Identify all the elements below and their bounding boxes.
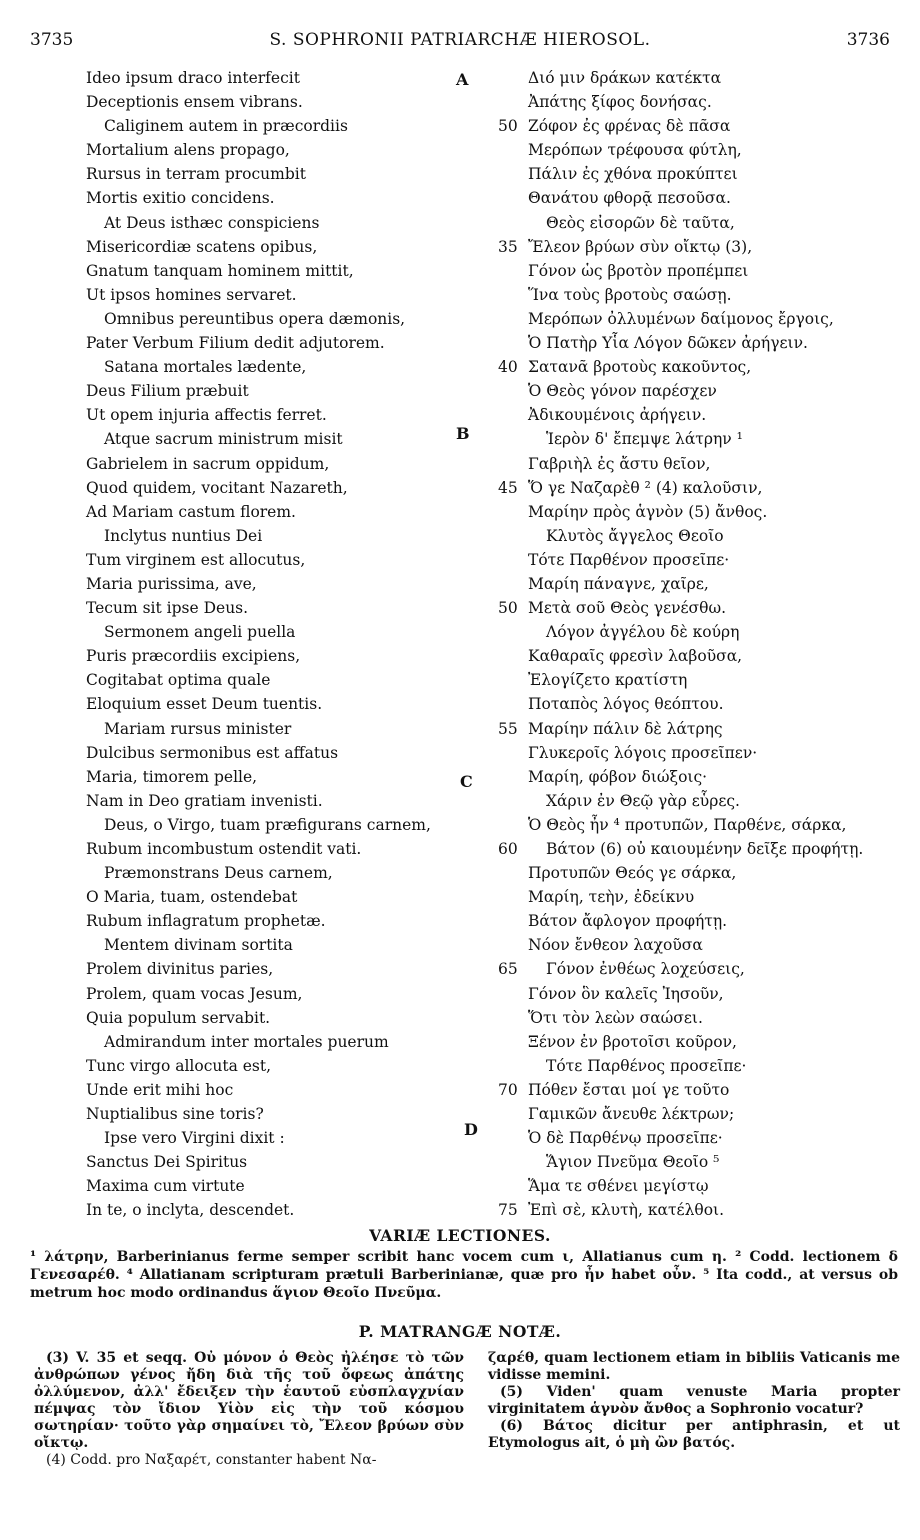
- greek-text: Κλυτὸς ἄγγελος Θεοῖο: [546, 526, 724, 545]
- greek-text: Γόνον ὃν καλεῖς Ἰησοῦν,: [528, 984, 724, 1003]
- latin-line: Tunc virgo allocuta est,: [86, 1056, 272, 1075]
- latin-column: [86, 66, 486, 1223]
- greek-text: Τότε Παρθένος προσεῖπε·: [546, 1056, 747, 1075]
- greek-line: [498, 1006, 898, 1030]
- latin-line: Puris præcordiis excipiens,: [86, 647, 301, 666]
- greek-line: [498, 1126, 898, 1150]
- greek-text: Ἅγιον Πνεῦμα Θεοῖο ⁵: [546, 1153, 720, 1172]
- latin-line: Deceptionis ensem vibrans.: [86, 93, 303, 112]
- greek-text: Μαρίη πάναγνε, χαῖρε,: [528, 574, 709, 593]
- greek-line: [498, 885, 898, 909]
- latin-line: Maria, timorem pelle,: [86, 767, 258, 786]
- greek-line: [498, 644, 898, 668]
- greek-line: [498, 1198, 898, 1222]
- greek-text: Ἐπὶ σὲ, κλυτὴ, κατέλθοι.: [528, 1201, 725, 1220]
- latin-line: Ut opem injuria affectis ferret.: [86, 406, 327, 425]
- greek-text: Ἱερὸν δ' ἔπεμψε λάτρην ¹: [546, 430, 743, 449]
- latin-line: Quod quidem, vocitant Nazareth,: [86, 478, 348, 497]
- note-3: (3) V. 35 et seqq. Οὐ μόνον ὁ Θεὸς ἠλέησε τὸ τῶν ἀνθρώπων γένος ἤδη διὰ τῆς τοῦ ὄφεως ἀπάτης ὀλλύμενον, ἀλλ' ἔδειξεν τὴν ἑαυτοῦ εὐσπλαγχνίαν πέμψας τὸν ἴδιον Υἱὸν εἰς τὴν τοῦ κόσμου σωτηρίαν· τοῦτο γὰρ σημαίνει τὸ, Ἔλεον βρύων σὺν οἴκτῳ.: [34, 1350, 464, 1451]
- margin-marker-b: B: [456, 424, 470, 443]
- greek-text: Ἅμα τε σθένει μεγίστῳ: [528, 1177, 709, 1196]
- greek-text: Διό μιν δράκων κατέκτα: [528, 69, 722, 87]
- note-4: (4) Codd. pro Ναξαρέτ, constanter habent Να-: [46, 1452, 377, 1468]
- greek-text: Γαμικῶν ἄνευθε λέκτρων;: [528, 1105, 735, 1124]
- greek-text: Βάτον (6) οὐ καιουμένην δεῖξε προφήτῃ.: [546, 840, 864, 858]
- latin-line: At Deus isthæc conspiciens: [104, 213, 320, 232]
- greek-text: Προτυπῶν Θεός γε σάρκα,: [528, 864, 737, 883]
- page-number-right: 3736: [846, 30, 890, 50]
- greek-text: Γόνον ἐνθέως λοχεύσεις,: [546, 960, 745, 979]
- latin-line: Nam in Deo gratiam invenisti.: [86, 791, 323, 810]
- latin-line: Ipse vero Virgini dixit :: [104, 1129, 285, 1148]
- margin-marker-a: A: [456, 70, 469, 89]
- greek-line: [498, 114, 898, 138]
- latin-line: Mariam rursus minister: [104, 719, 292, 738]
- latin-line: Inclytus nuntius Dei: [104, 526, 263, 545]
- latin-line: O Maria, tuam, ostendebat: [86, 888, 298, 907]
- greek-text: Μαρίη, φόβον διώξοις·: [528, 767, 708, 786]
- latin-line: Sermonem angeli puella: [104, 623, 296, 642]
- latin-line: Sanctus Dei Spiritus: [86, 1153, 248, 1172]
- latin-line: Maria purissima, ave,: [86, 574, 257, 593]
- greek-text: Μαρίην πρὸς ἁγνὸν (5) ἄνθος.: [528, 502, 768, 521]
- greek-text: Ἀπάτης ξίφος δονήσας.: [528, 93, 712, 112]
- greek-text: Γλυκεροῖς λόγοις προσεῖπεν·: [528, 743, 758, 762]
- line-number: 45: [498, 478, 518, 497]
- greek-text: Γαβριὴλ ἐς ἄστυ θεῖον,: [528, 454, 711, 473]
- greek-line: [498, 789, 898, 813]
- greek-line: [498, 66, 898, 90]
- latin-line: Rursus in terram procumbit: [86, 165, 306, 184]
- greek-line: [498, 211, 898, 235]
- latin-line: Rubum inflagratum prophetæ.: [86, 912, 326, 931]
- latin-line: Admirandum inter mortales puerum: [104, 1032, 389, 1051]
- greek-text: Ὅτι τὸν λεὼν σαώσει.: [528, 1008, 703, 1027]
- margin-marker-d: D: [464, 1120, 478, 1139]
- latin-line: Ideo ipsum draco interfecit: [86, 69, 300, 87]
- greek-line: [498, 717, 898, 741]
- greek-line: [498, 957, 898, 981]
- latin-line: Quia populum servabit.: [86, 1008, 271, 1027]
- greek-line: [498, 355, 898, 379]
- greek-line: [498, 692, 898, 716]
- greek-line: [498, 741, 898, 765]
- line-number: 35: [498, 237, 518, 256]
- latin-line: Deus, o Virgo, tuam præfigurans carnem,: [104, 815, 431, 834]
- latin-line: Eloquium esset Deum tuentis.: [86, 695, 323, 714]
- greek-text: Σατανᾶ βροτοὺς κακοῦντος,: [528, 358, 752, 377]
- greek-line: [498, 403, 898, 427]
- greek-line: [498, 235, 898, 259]
- line-number: 60: [498, 840, 518, 858]
- greek-line: [498, 1174, 898, 1198]
- greek-text: Ξένον ἐν βροτοῖσι κοῦρον,: [528, 1032, 737, 1051]
- greek-line: [498, 933, 898, 957]
- latin-line: Misericordiæ scatens opibus,: [86, 237, 318, 256]
- greek-text: Γόνον ὡς βροτὸν προπέμπει: [528, 261, 749, 280]
- greek-text: Βάτον ἄφλογον προφήτῃ.: [528, 912, 728, 931]
- greek-line: [498, 476, 898, 500]
- greek-line: [498, 909, 898, 933]
- greek-line: [498, 982, 898, 1006]
- line-number: 50: [498, 599, 518, 618]
- latin-line: Satana mortales lædente,: [104, 358, 307, 377]
- greek-line: [498, 307, 898, 331]
- greek-text: Θεὸς εἰσορῶν δὲ ταῦτα,: [546, 213, 735, 232]
- latin-line: Ut ipsos homines servaret.: [86, 285, 297, 304]
- greek-line: [498, 524, 898, 548]
- latin-line: Prolem divinitus paries,: [86, 960, 274, 979]
- latin-line: Tum virginem est allocutus,: [86, 550, 306, 569]
- greek-text: Ζόφον ἐς φρένας δὲ πᾶσα: [528, 117, 731, 136]
- greek-line: [498, 90, 898, 114]
- greek-text: Ὅ γε Ναζαρὲθ ² (4) καλοῦσιν,: [528, 478, 763, 497]
- greek-text: Ὁ δὲ Παρθένῳ προσεῖπε·: [528, 1129, 723, 1148]
- greek-text: Ὁ Πατὴρ Υἷα Λόγον δῶκεν ἀρήγειν.: [528, 334, 808, 353]
- greek-line: [498, 620, 898, 644]
- greek-line: [498, 548, 898, 572]
- greek-line: [498, 379, 898, 403]
- greek-text: Ἐλογίζετο κρατίστη: [528, 671, 688, 690]
- greek-text: Τότε Παρθένον προσεῖπε·: [528, 550, 730, 569]
- greek-text: Μαρίη, τεὴν, ἐδείκνυ: [528, 888, 695, 907]
- greek-line: [498, 572, 898, 596]
- latin-line: Nuptialibus sine toris?: [86, 1105, 264, 1124]
- running-title: S. SOPHRONII PATRIARCHÆ HIEROSOL.: [269, 30, 651, 50]
- greek-line: [498, 861, 898, 885]
- greek-text: Θανάτου φθορᾷ πεσοῦσα.: [528, 189, 731, 208]
- greek-text: Μαρίην πάλιν δὲ λάτρης: [528, 719, 723, 738]
- greek-text: Νόον ἔνθεον λαχοῦσα: [528, 936, 703, 955]
- greek-line: [498, 668, 898, 692]
- greek-text: Καθαραῖς φρεσὶν λαβοῦσα,: [528, 647, 743, 666]
- line-number: 70: [498, 1080, 518, 1099]
- line-number: 55: [498, 719, 518, 738]
- latin-line: Mortalium alens propago,: [86, 141, 290, 160]
- greek-line: [498, 500, 898, 524]
- greek-line: [498, 1078, 898, 1102]
- greek-line: [498, 162, 898, 186]
- greek-line: [498, 813, 898, 837]
- greek-text: Χάριν ἐν Θεῷ γὰρ εὗρες.: [546, 791, 740, 810]
- line-number: 40: [498, 358, 518, 377]
- greek-line: [498, 138, 898, 162]
- greek-line: [498, 1054, 898, 1078]
- variae-text: ¹ λάτρην, Barberinianus ferme semper scribit hanc vocem cum ι, Allatianus cum η. ² Codd. lectionem δ Γενεσαρέθ. ⁴ Allatianam scripturam prætuli Barberinianæ, quæ pro ἦν habet οὖν. ⁵ Ita codd., at versus ob metrum hoc modo ordinandus ἅγιον Θεοῖο Πνεῦμα.: [30, 1249, 898, 1301]
- greek-text: Ἵνα τοὺς βροτοὺς σαώσῃ.: [528, 285, 732, 304]
- latin-line: Dulcibus sermonibus est affatus: [86, 743, 339, 762]
- line-number: 50: [498, 117, 518, 136]
- greek-line: [498, 596, 898, 620]
- latin-line: Atque sacrum ministrum misit: [104, 430, 343, 449]
- greek-line: [498, 837, 898, 861]
- latin-line: Deus Filium præbuit: [86, 382, 249, 401]
- greek-line: [498, 259, 898, 283]
- variae-heading: VARIÆ LECTIONES.: [369, 1226, 551, 1245]
- latin-line: Maxima cum virtute: [86, 1177, 245, 1196]
- greek-text: Ὁ Θεὸς γόνον παρέσχεν: [528, 382, 717, 401]
- latin-line: Rubum incombustum ostendit vati.: [86, 840, 362, 858]
- notes-left-column: [34, 1350, 464, 1469]
- greek-text: Ὁ Θεὸς ἦν ⁴ προτυπῶν, Παρθένε, σάρκα,: [528, 815, 847, 834]
- greek-line: [498, 1102, 898, 1126]
- greek-text: Πόθεν ἔσται μοί γε τοῦτο: [528, 1080, 730, 1099]
- latin-line: Caliginem autem in præcordiis: [104, 117, 348, 136]
- greek-line: [498, 427, 898, 451]
- note-5: (5) Viden' quam venuste Maria propter virginitatem ἁγνὸν ἄνθος a Sophronio vocatur?: [488, 1384, 900, 1417]
- running-header: [30, 30, 890, 56]
- greek-line: [498, 1150, 898, 1174]
- notes-right-column: [488, 1350, 900, 1452]
- notae-heading: P. MATRANGÆ NOTÆ.: [358, 1322, 562, 1341]
- greek-text: Μερόπων τρέφουσα φύτλη,: [528, 141, 742, 160]
- latin-line: Omnibus pereuntibus opera dæmonis,: [104, 309, 406, 328]
- greek-text: Μετὰ σοῦ Θεὸς γενέσθω.: [528, 599, 727, 618]
- greek-text: Ἔλεον βρύων σὺν οἴκτῳ (3),: [528, 237, 753, 256]
- latin-line: Pater Verbum Filium dedit adjutorem.: [86, 334, 385, 353]
- latin-line: Ad Mariam castum florem.: [86, 502, 296, 521]
- greek-text: Ἀδικουμένοις ἀρήγειν.: [528, 406, 707, 425]
- latin-line: Prolem, quam vocas Jesum,: [86, 984, 303, 1003]
- line-number: 65: [498, 960, 518, 979]
- greek-line: [498, 331, 898, 355]
- latin-line: Unde erit mihi hoc: [86, 1080, 234, 1099]
- greek-line: [498, 283, 898, 307]
- latin-line: Gnatum tanquam hominem mittit,: [86, 261, 354, 280]
- latin-line: Gabrielem in sacrum oppidum,: [86, 454, 330, 473]
- greek-line: [498, 186, 898, 210]
- greek-text: Μερόπων ὀλλυμένων δαίμονος ἔργοις,: [528, 309, 834, 328]
- latin-line: Cogitabat optima quale: [86, 671, 271, 690]
- line-number: 75: [498, 1201, 518, 1220]
- greek-line: [498, 765, 898, 789]
- greek-text: Ποταπὸς λόγος θεόπτου.: [528, 695, 724, 714]
- greek-line: [498, 452, 898, 476]
- page-number-left: 3735: [30, 30, 74, 50]
- greek-text: Πάλιν ἐς χθόνα προκύπτει: [528, 165, 738, 184]
- latin-line: In te, o inclyta, descendet.: [86, 1201, 295, 1220]
- greek-text: Λόγον ἀγγέλου δὲ κούρη: [546, 623, 740, 642]
- note-6: (6) Βάτος dicitur per antiphrasin, et ut Etymologus ait, ὁ μὴ ὢν βατός.: [488, 1418, 900, 1451]
- note-4-cont: ζαρέθ, quam lectionem etiam in bibliis Vaticanis me vidisse memini.: [488, 1350, 900, 1383]
- latin-line: Mentem divinam sortita: [104, 936, 293, 955]
- greek-line: [498, 1030, 898, 1054]
- latin-line: Præmonstrans Deus carnem,: [104, 864, 333, 883]
- margin-marker-c: C: [460, 772, 473, 791]
- greek-column: [498, 66, 898, 1223]
- latin-line: Mortis exitio concidens.: [86, 189, 275, 208]
- latin-line: Tecum sit ipse Deus.: [86, 599, 249, 618]
